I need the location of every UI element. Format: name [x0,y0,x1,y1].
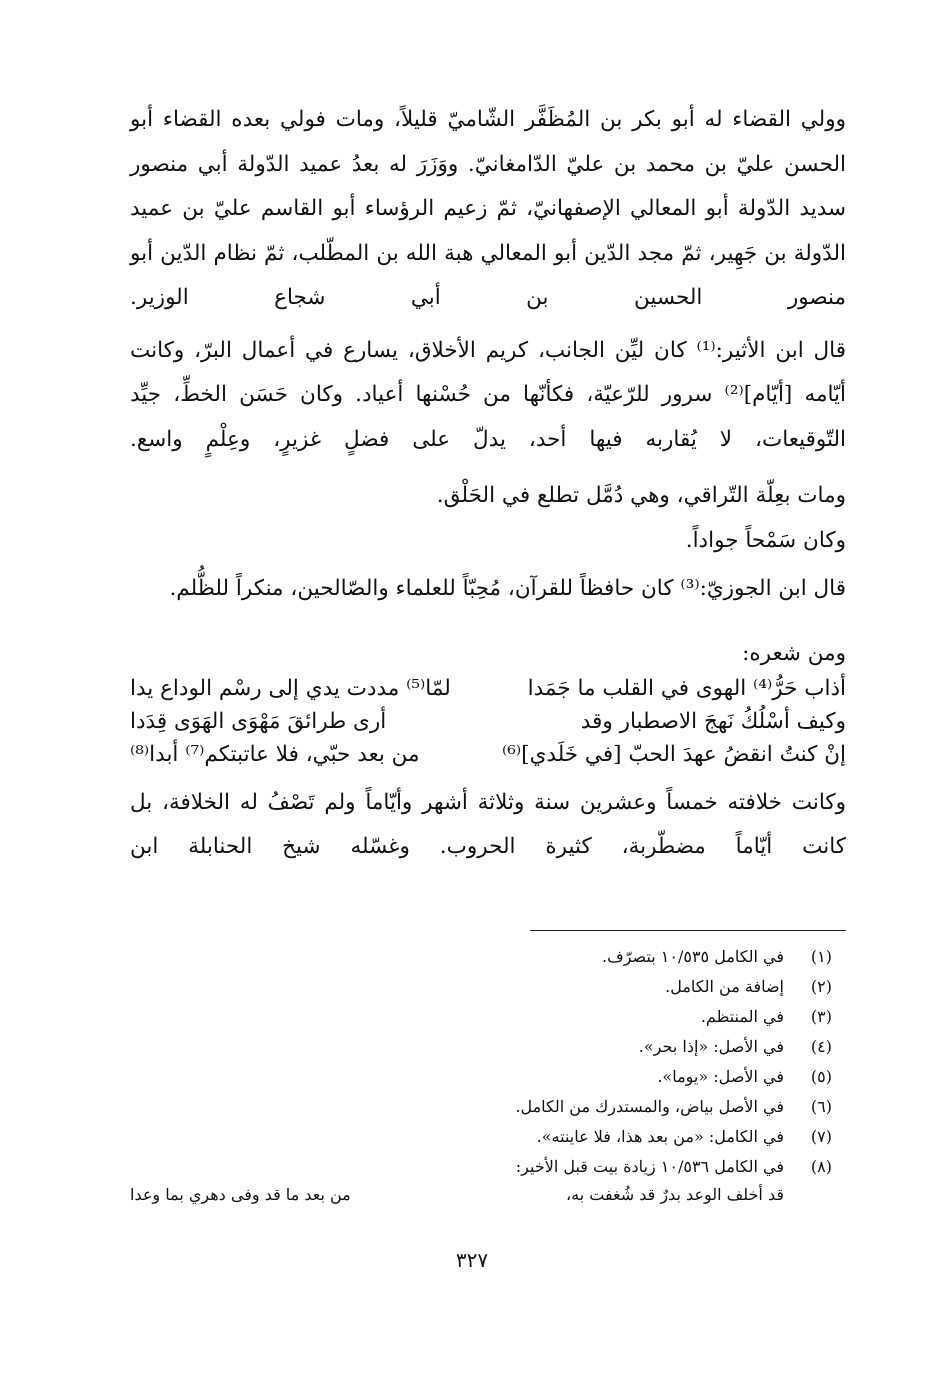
paragraph-1: وولي القضاء له أبو بكر بن المُظَفَّر الشّاميّ قليلاً، ومات فولي بعده القضاء أبو الحسن عليّ بن محمد بن عليّ الدّامغانيّ. ووَزَرَ له بعدُ عميد الدّولة أبي منصور سديد الدّولة أبو المعالي الإصفهانيّ، ثمّ زعيم الرؤساء أبو القاسم عليّ بن عميد الدّولة بن جَهِير، ثمّ مجد الدّين أبو المعالي هبة الله بن المطّلب، ثمّ نظام الدّين أبو منصور الحسين بن أبي شجاع الوزير. [130,107,846,310]
footnote-number: (٧) [810,1127,832,1146]
footnote-verse-first-hemistich: قد أخلف الوعد بدرٌ قد شُغفت به، [565,1185,784,1204]
footnote-3 [130,1002,846,1032]
verse-1-first-hemistich: أذاب حَرُّ⁽⁴⁾ الهوى في القلب ما جَمَدا [527,675,846,701]
paragraph-3: ومات بعِلّة التّراقي، وهي دُمَّل تطلع في الحَلْق. [436,483,846,508]
paragraph-2: قال ابن الأثير:⁽¹⁾ كان ليِّن الجانب، كريم الأخلاق، يسارع في أعمال البرّ، وكانت أيّامه [أيّام]⁽²⁾ سرور للرّعيّة، فكأنّها من حُسْنها أعياد. وكان حَسَن الخطِّ، جيِّد التّوقيعات، لا يُقاربه فيها أحد، يدلّ على فضلٍ غزيرٍ، وعِلْمٍ واسع. [130,337,846,452]
verse-2-second-hemistich: أرى طرائقَ مَهْوَى الهَوَى قِدَدا [130,708,387,734]
footnote-verse [130,1182,784,1208]
main-text [130,98,846,870]
verse-3-second-hemistich: من بعد حبّي، فلا عاتبتكم⁽⁷⁾ أبدا⁽⁸⁾ [130,741,420,767]
verse-2 [130,705,846,738]
footnotes [130,942,846,1208]
verse-1-second-hemistich: لمّا⁽⁵⁾ مددت يدي إلى رسْم الوداع يدا [130,675,451,701]
footnote-number: (٦) [810,1097,832,1116]
footnote-4 [130,1032,846,1062]
footnote-number: (١) [810,947,832,966]
footnote-text: في الكامل ١٠/٥٣٦ زيادة بيت قبل الأخير: [515,1157,784,1176]
footnote-5 [130,1062,846,1092]
footnote-8 [130,1152,846,1182]
footnote-number: (٢) [810,977,832,996]
verse-1 [130,672,846,705]
footnote-text: في الكامل: «من بعد هذا، فلا عاينته». [536,1127,784,1146]
footnote-1 [130,942,846,972]
footnote-text: إضافة من الكامل. [665,977,784,996]
poem [130,672,846,771]
footnote-number: (٨) [810,1157,832,1176]
footnote-number: (٤) [810,1037,832,1056]
footnote-text: في الأصل بياض، والمستدرك من الكامل. [515,1097,784,1116]
verse-3 [130,738,846,771]
footnote-text: في الكامل ١٠/٥٣٥ بتصرّف. [602,947,784,966]
poetry-heading: ومن شعره: [742,640,846,666]
page-number: ٣٢٧ [455,1248,489,1272]
footnote-number: (٣) [810,1007,832,1026]
closing-paragraph: وكانت خلافته خمساً وعشرين سنة وثلاثة أشهر وأيّاماً ولم تَصْفُ له الخلافة، بل كانت أيّاماً مضطّربة، كثيرة الحروب. وغسّله شيخ الحنابلة ابن [130,789,846,859]
footnote-6 [130,1092,846,1122]
footnote-text: في المنتظم. [700,1007,784,1026]
footnote-text: في الأصل: «إذا بحر». [638,1037,784,1056]
footnote-verse-second-hemistich: من بعد ما قد وفى دهري بما وعدا [130,1185,351,1204]
footnote-number: (٥) [810,1067,832,1086]
footnote-separator [530,930,846,931]
paragraph-4: وكان سَمْحاً جواداً. [685,527,846,553]
verse-2-first-hemistich: وكيف أسْلُكُ نَهجَ الاصطبار وقد [580,708,846,734]
paragraph-5: قال ابن الجوزيّ:⁽³⁾ كان حافظاً للقرآن، مُحِبّاً للعلماء والصّالحين، منكراً للظُّلم. [169,576,846,601]
footnote-2 [130,972,846,1002]
footnote-text: في الأصل: «يوما». [657,1067,784,1086]
verse-3-first-hemistich: إنْ كنتُ انقضُ عهدَ الحبّ [في خَلَدي]⁽⁶⁾ [502,741,846,767]
footnote-7 [130,1122,846,1152]
